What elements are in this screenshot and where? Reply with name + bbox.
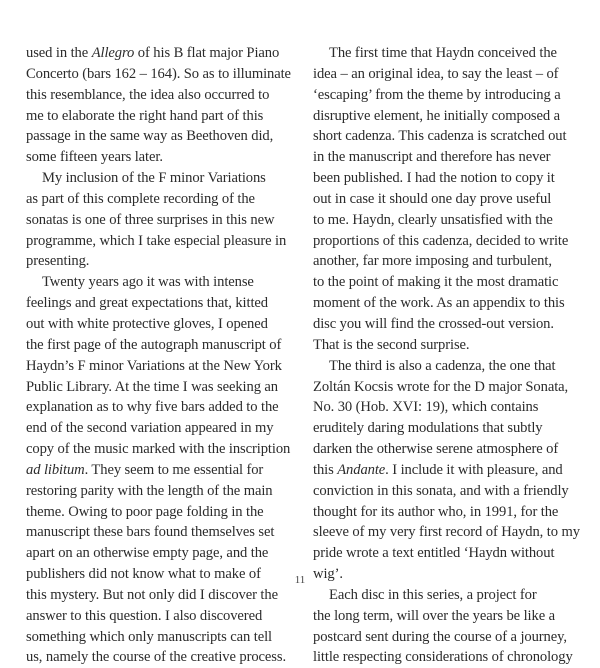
text-line: Each disc in this series, a project for xyxy=(329,586,537,603)
text-line: copy of the music marked with the inscription xyxy=(26,441,291,458)
text-line: the first page of the autograph manuscript of xyxy=(26,336,282,353)
page-number: 11 xyxy=(294,574,306,586)
text-line: me to elaborate the right hand part of this xyxy=(26,107,264,124)
text-line: idea – an original idea, to say the least – of xyxy=(313,65,559,82)
text-line: this resemblance, the idea also occurred to xyxy=(26,86,270,103)
text-line: postcard sent during the course of a journey, xyxy=(313,628,567,645)
text-line: short cadenza. This cadenza is scratched out xyxy=(313,128,567,145)
text-line: programme, which I take especial pleasure in xyxy=(26,232,287,249)
text-line: the long term, will over the years be like a xyxy=(313,607,555,624)
text-line: moment of the work. As an appendix to this xyxy=(313,295,565,312)
text-line: passage in the same way as Beethoven did, xyxy=(26,128,274,145)
text-line: manuscript these bars found themselves set xyxy=(26,524,275,541)
text-line: this mystery. But not only did I discover the xyxy=(26,586,278,603)
text-line: Haydn’s F minor Variations at the New York xyxy=(26,357,282,374)
text-line: theme. Owing to poor page folding in the xyxy=(26,503,264,520)
text-line: disruptive element, he initially composed a xyxy=(313,107,560,124)
text-line: My inclusion of the F minor Variations xyxy=(42,170,266,187)
text-line: little respecting considerations of chronology xyxy=(313,649,573,666)
text-line: sleeve of my very first record of Haydn, to my xyxy=(313,524,580,541)
text-line: eruditely daring modulations that subtly xyxy=(313,420,543,437)
text-line: Public Library. At the time I was seeking an xyxy=(26,378,279,395)
text-line: wig’. xyxy=(313,566,343,583)
text-line: thought for its author who, in 1991, for the xyxy=(313,503,559,520)
text-line: been published. I had the notion to copy it xyxy=(313,170,555,187)
text-line: something which only manuscripts can tell xyxy=(26,628,272,645)
text-line: explanation as to why five bars added to the xyxy=(26,399,279,416)
text-line: in the manuscript and therefore has never xyxy=(313,149,551,166)
text-segment: of his B flat major Piano xyxy=(134,45,280,61)
text-line: answer to this question. I also discovered xyxy=(26,607,263,624)
text-segment: . They seem to me essential for xyxy=(84,461,264,478)
text-line: proportions of this cadenza, decided to write xyxy=(313,232,569,249)
text-line: ‘escaping’ from the theme by introducing a xyxy=(313,86,561,103)
text-line: pride wrote a text entitled ‘Haydn without xyxy=(313,545,555,562)
text-line: The first time that Haydn conceived the xyxy=(329,45,557,61)
text-line: That is the second surprise. xyxy=(313,336,470,353)
italic-title: ad libitum xyxy=(26,461,85,478)
text-line: The third is also a cadenza, the one that xyxy=(329,357,556,374)
text-line: feelings and great expectations that, kitted xyxy=(26,295,268,312)
text-line: No. 30 (Hob. XVI: 19), which contains xyxy=(313,399,539,416)
text-line: presenting. xyxy=(26,253,90,270)
text-line: restoring parity with the length of the main xyxy=(26,482,273,499)
text-segment: . I include it with pleasure, and xyxy=(385,461,563,478)
text-line: Twenty years ago it was with intense xyxy=(42,274,254,291)
italic-title: Allegro xyxy=(91,45,135,61)
text-line: us, namely the course of the creative process. xyxy=(26,649,287,666)
text-line: out in case it should one day prove useful xyxy=(313,190,552,207)
text-line: out with white protective gloves, I opened xyxy=(26,315,268,332)
text-line: Concerto (bars 162 – 164). So as to illuminate xyxy=(26,65,291,82)
text-segment: this xyxy=(313,461,338,478)
text-line: conviction in this sonata, and with a friendly xyxy=(313,482,569,499)
text-segment: used in the xyxy=(26,45,92,61)
text-line xyxy=(26,43,296,64)
text-line: to me. Haydn, clearly unsatisfied with the xyxy=(313,211,553,228)
text-line: some fifteen years later. xyxy=(26,149,163,166)
text-line: darken the otherwise serene atmosphere of xyxy=(313,441,559,458)
text-line: sonatas is one of three surprises in this new xyxy=(26,211,275,228)
italic-title: Andante xyxy=(337,461,386,478)
text-line: publishers did not know what to make of xyxy=(26,566,261,583)
text-line xyxy=(313,460,588,481)
text-line: end of the second variation appeared in my xyxy=(26,420,274,437)
text-line: Zoltán Kocsis wrote for the D major Sonata, xyxy=(313,378,569,395)
text-line xyxy=(26,460,296,481)
text-line: to the point of making it the most dramatic xyxy=(313,274,559,291)
text-line: another, far more imposing and turbulent, xyxy=(313,253,552,270)
text-line: as part of this complete recording of the xyxy=(26,190,255,207)
text-line: apart on an otherwise empty page, and the xyxy=(26,545,269,562)
text-line: disc you will find the crossed-out version. xyxy=(313,315,554,332)
